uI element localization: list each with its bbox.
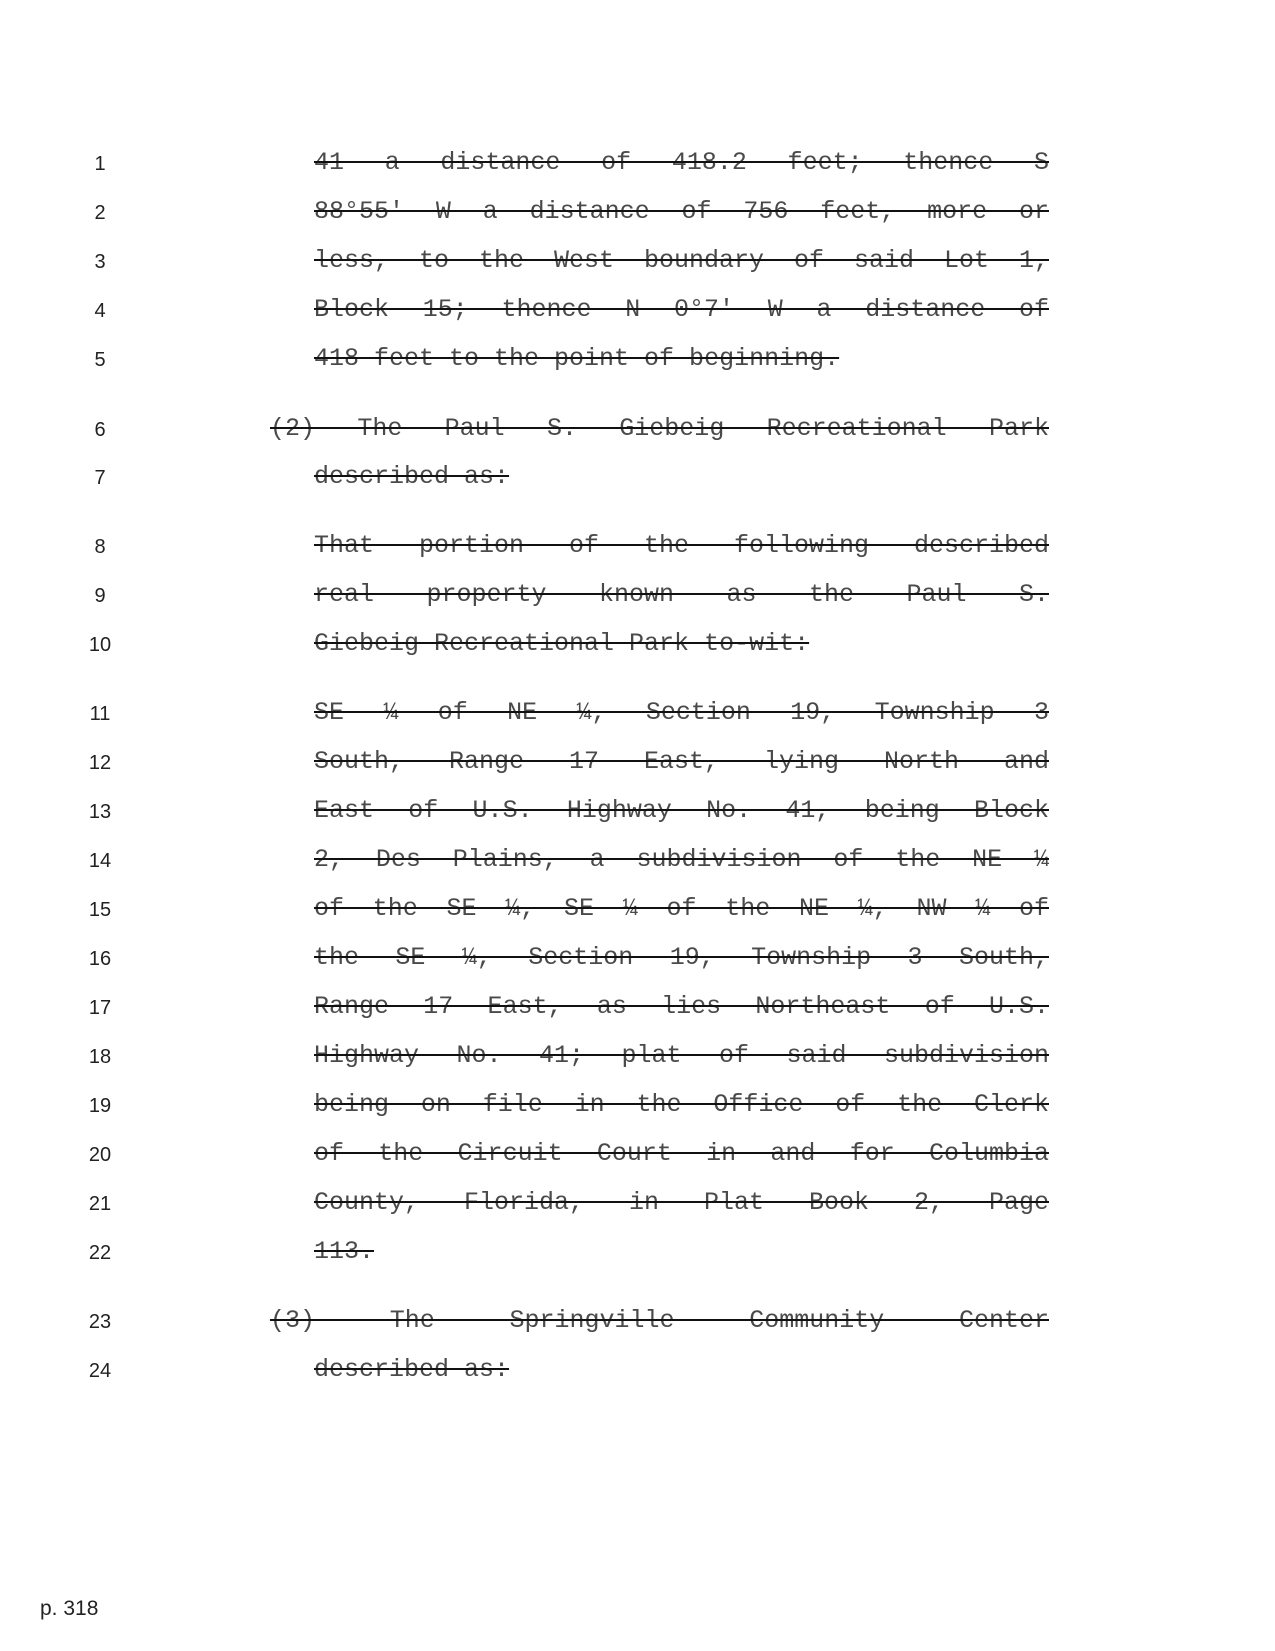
deleted-text-line: described as: (314, 462, 510, 491)
line-number: 24 (88, 1360, 112, 1382)
deleted-text-line: being on file in the Office of the Clerk (314, 1090, 1049, 1119)
deleted-text-line: County, Florida, in Plat Book 2, Page (314, 1188, 1049, 1217)
deleted-text-line: SE ¼ of NE ¼, Section 19, Township 3 (314, 698, 1049, 727)
line-number: 15 (88, 899, 112, 921)
page-number: p. 318 (40, 1597, 99, 1620)
deleted-text-line: 113. (314, 1237, 375, 1266)
line-number: 9 (94, 585, 106, 607)
deleted-text-line: less, to the West boundary of said Lot 1, (314, 246, 1049, 275)
line-number: 7 (94, 467, 106, 489)
deleted-text-line: Block 15; thence N 0°7′ W a distance of (314, 295, 1049, 324)
line-number: 19 (88, 1095, 112, 1117)
line-number: 20 (88, 1144, 112, 1166)
deleted-text-line: East of U.S. Highway No. 41, being Block (314, 796, 1049, 825)
line-number: 6 (94, 419, 106, 441)
line-number: 5 (94, 349, 106, 371)
line-number: 13 (88, 801, 112, 823)
line-number: 2 (94, 202, 106, 224)
section-heading: (2) The Paul S. Giebeig Recreational Park (270, 414, 1049, 443)
deleted-text-line: real property known as the Paul S. (314, 580, 1049, 609)
deleted-text-line: Range 17 East, as lies Northeast of U.S. (314, 992, 1049, 1021)
deleted-text-line: 88°55′ W a distance of 756 feet, more or (314, 197, 1049, 226)
deleted-text-line: Highway No. 41; plat of said subdivision (314, 1041, 1049, 1070)
line-number: 10 (88, 634, 112, 656)
line-number: 21 (88, 1193, 112, 1215)
section-heading: (3) The Springville Community Center (270, 1306, 1049, 1335)
deleted-text-line: described as: (314, 1355, 510, 1384)
line-number: 22 (88, 1242, 112, 1264)
deleted-text-line: the SE ¼, Section 19, Township 3 South, (314, 943, 1049, 972)
deleted-text-line: of the Circuit Court in and for Columbia (314, 1139, 1049, 1168)
deleted-text-line: of the SE ¼, SE ¼ of the NE ¼, NW ¼ of (314, 894, 1049, 923)
line-number: 8 (94, 536, 106, 558)
deleted-text-line: 418 feet to the point of beginning. (314, 344, 840, 373)
line-number: 14 (88, 850, 112, 872)
line-number: 1 (94, 153, 106, 175)
deleted-text-line: South, Range 17 East, lying North and (314, 747, 1049, 776)
line-number: 18 (88, 1046, 112, 1068)
deleted-text-line: Giebeig Recreational Park to-wit: (314, 629, 810, 658)
line-number: 3 (94, 251, 106, 273)
line-number: 11 (89, 703, 111, 725)
line-number: 12 (88, 752, 112, 774)
deleted-text-line: That portion of the following described (314, 531, 1049, 560)
deleted-text-line: 2, Des Plains, a subdivision of the NE ¼ (314, 845, 1049, 874)
line-number: 4 (94, 300, 106, 322)
line-number: 23 (88, 1311, 112, 1333)
deleted-text-line: 41 a distance of 418.2 feet; thence S (314, 148, 1049, 177)
line-number: 17 (88, 997, 112, 1019)
line-number: 16 (88, 948, 112, 970)
